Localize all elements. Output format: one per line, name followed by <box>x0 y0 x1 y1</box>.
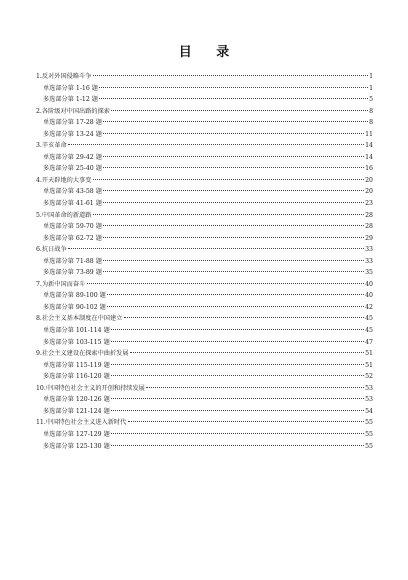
toc-entry-label: 单选部分第 120-126 题 <box>43 396 110 404</box>
toc-page-number: 33 <box>365 257 373 265</box>
toc-leader-dots <box>146 387 363 388</box>
toc-entry-label: 多选部分第 125-130 题 <box>43 442 110 450</box>
toc-subentry[interactable] <box>36 198 373 210</box>
toc-leader-dots <box>99 98 367 99</box>
toc-entry-label: 多选部分第 13-24 题 <box>43 130 102 138</box>
toc-page-number: 28 <box>365 223 373 231</box>
toc-leader-dots <box>93 75 368 76</box>
toc-entry-label: 多选部分第 1-12 题 <box>43 96 98 104</box>
toc-page-number: 35 <box>365 269 373 277</box>
toc-entry-label: 多选部分第 25-40 题 <box>43 165 102 173</box>
toc-leader-dots <box>68 248 363 249</box>
toc-page-number: 14 <box>365 153 373 161</box>
toc-entry-label: 7.为新中国而奋斗 <box>36 280 86 288</box>
toc-leader-dots <box>103 133 363 134</box>
table-of-contents <box>36 71 373 452</box>
toc-page-number: 47 <box>365 338 373 346</box>
toc-leader-dots <box>68 144 363 145</box>
toc-leader-dots <box>124 317 364 318</box>
toc-page-number: 11 <box>365 130 373 138</box>
toc-page-number: 53 <box>365 396 373 404</box>
toc-entry-label: 单选部分第 127-129 题 <box>43 430 110 438</box>
toc-entry-label: 单选部分第 101-114 题 <box>43 327 110 335</box>
toc-subentry[interactable] <box>36 441 373 453</box>
toc-page-number: 5 <box>369 96 373 104</box>
toc-entry-label: 多选部分第 41-61 题 <box>43 200 102 208</box>
toc-subentry[interactable] <box>36 394 373 406</box>
toc-entry-label: 8.社会主义基本制度在中国建立 <box>36 315 123 323</box>
toc-page-number: 40 <box>365 280 373 288</box>
toc-entry[interactable] <box>36 140 373 152</box>
toc-entry-label: 多选部分第 103-115 题 <box>43 338 110 346</box>
toc-entry[interactable] <box>36 244 373 256</box>
toc-entry-label: 单选部分第 59-70 题 <box>43 223 102 231</box>
toc-entry[interactable] <box>36 348 373 360</box>
toc-leader-dots <box>103 202 363 203</box>
toc-page-number: 14 <box>365 142 373 150</box>
page-title: 目 录 <box>178 45 240 60</box>
toc-page-number: 53 <box>365 384 373 392</box>
toc-subentry[interactable] <box>36 117 373 129</box>
toc-entry-label: 单选部分第 89-100 题 <box>43 292 106 300</box>
toc-leader-dots <box>103 156 363 157</box>
toc-subentry[interactable] <box>36 302 373 314</box>
toc-entry-label: 单选部分第 1-16 题 <box>43 84 98 92</box>
toc-entry-label: 多选部分第 73-89 题 <box>43 269 102 277</box>
toc-leader-dots <box>107 306 363 307</box>
toc-page-number: 45 <box>365 327 373 335</box>
toc-subentry[interactable] <box>36 83 373 95</box>
toc-leader-dots <box>111 329 363 330</box>
toc-leader-dots <box>107 294 363 295</box>
toc-entry[interactable] <box>36 71 373 83</box>
toc-page-number: 52 <box>365 373 373 381</box>
toc-subentry[interactable] <box>36 129 373 141</box>
toc-leader-dots <box>103 260 363 261</box>
toc-page-number: 8 <box>369 107 373 115</box>
toc-leader-dots <box>93 214 364 215</box>
toc-subentry[interactable] <box>36 371 373 383</box>
toc-page-number: 20 <box>365 188 373 196</box>
toc-entry-label: 多选部分第 90-102 题 <box>43 303 106 311</box>
toc-leader-dots <box>99 87 367 88</box>
toc-page-number: 55 <box>365 430 373 438</box>
toc-page-number: 51 <box>365 350 373 358</box>
toc-page-number: 55 <box>365 419 373 427</box>
toc-entry-label: 6.抗日战争 <box>36 246 67 254</box>
toc-leader-dots <box>103 167 363 168</box>
toc-entry[interactable] <box>36 279 373 291</box>
toc-entry-label: 1.反对外国侵略斗争 <box>36 73 92 80</box>
toc-entry-label: 多选部分第 121-124 题 <box>43 407 110 415</box>
toc-leader-dots <box>111 341 363 342</box>
toc-subentry[interactable] <box>36 163 373 175</box>
toc-subentry[interactable] <box>36 256 373 268</box>
toc-leader-dots <box>111 364 363 365</box>
toc-subentry[interactable] <box>36 94 373 106</box>
toc-page-number: 20 <box>365 176 373 184</box>
toc-page-number: 45 <box>365 315 373 323</box>
toc-page-number: 16 <box>365 165 373 173</box>
toc-subentry[interactable] <box>36 267 373 279</box>
toc-entry-label: 11.中国特色社会主义进入新时代 <box>36 419 127 427</box>
toc-leader-dots <box>130 352 364 353</box>
toc-subentry[interactable] <box>36 290 373 302</box>
toc-entry-label: 多选部分第 116-120 题 <box>43 373 110 381</box>
toc-subentry[interactable] <box>36 221 373 233</box>
toc-leader-dots <box>111 445 363 446</box>
toc-leader-dots <box>103 121 367 122</box>
toc-entry-label: 5.中国革命的新道路 <box>36 211 92 219</box>
toc-entry-label: 单选部分第 17-28 题 <box>43 119 102 127</box>
toc-subentry[interactable] <box>36 406 373 418</box>
toc-leader-dots <box>87 283 364 284</box>
toc-subentry[interactable] <box>36 360 373 372</box>
toc-leader-dots <box>111 110 367 111</box>
toc-leader-dots <box>103 190 363 191</box>
toc-entry[interactable] <box>36 417 373 429</box>
toc-entry-label: 4.开天辟地的大事变 <box>36 176 92 184</box>
toc-entry[interactable] <box>36 106 373 118</box>
toc-leader-dots <box>103 237 363 238</box>
toc-entry-label: 单选部分第 29-42 题 <box>43 153 102 161</box>
toc-entry[interactable] <box>36 210 373 222</box>
toc-page-number: 51 <box>365 361 373 369</box>
toc-subentry[interactable] <box>36 429 373 441</box>
toc-leader-dots <box>111 433 363 434</box>
toc-subentry[interactable] <box>36 186 373 198</box>
toc-subentry[interactable] <box>36 152 373 164</box>
toc-page-number: 42 <box>365 303 373 311</box>
toc-leader-dots <box>111 375 363 376</box>
toc-subentry[interactable] <box>36 337 373 349</box>
toc-page-number: 8 <box>369 119 373 127</box>
toc-page-number: 29 <box>365 234 373 242</box>
toc-leader-dots <box>111 410 363 411</box>
toc-leader-dots <box>128 421 364 422</box>
toc-page-number: 55 <box>365 442 373 450</box>
toc-page-number: 1 <box>369 73 373 80</box>
toc-entry-label: 2.各阶级对中国出路的探索 <box>36 107 110 115</box>
toc-entry-label: 3.辛亥革命 <box>36 142 67 150</box>
toc-page-number: 54 <box>365 407 373 415</box>
toc-entry[interactable] <box>36 383 373 395</box>
toc-leader-dots <box>103 225 363 226</box>
toc-leader-dots <box>93 179 364 180</box>
toc-leader-dots <box>111 398 363 399</box>
toc-page-number: 28 <box>365 211 373 219</box>
toc-entry-label: 多选部分第 62-72 题 <box>43 234 102 242</box>
toc-entry-label: 单选部分第 43-58 题 <box>43 188 102 196</box>
toc-page-number: 40 <box>365 292 373 300</box>
toc-entry-label: 单选部分第 71-88 题 <box>43 257 102 265</box>
toc-page-number: 33 <box>365 246 373 254</box>
toc-subentry[interactable] <box>36 233 373 245</box>
toc-entry-label: 9.社会主义建设在探索中曲折发展 <box>36 350 129 358</box>
toc-entry[interactable] <box>36 313 373 325</box>
toc-page-number: 1 <box>369 84 373 92</box>
toc-entry-label: 单选部分第 115-119 题 <box>43 361 110 369</box>
toc-page-number: 23 <box>365 200 373 208</box>
toc-entry-label: 10.中国特色社会主义的开创和持续发展 <box>36 384 145 392</box>
toc-subentry[interactable] <box>36 325 373 337</box>
toc-entry[interactable] <box>36 175 373 187</box>
toc-leader-dots <box>103 271 363 272</box>
